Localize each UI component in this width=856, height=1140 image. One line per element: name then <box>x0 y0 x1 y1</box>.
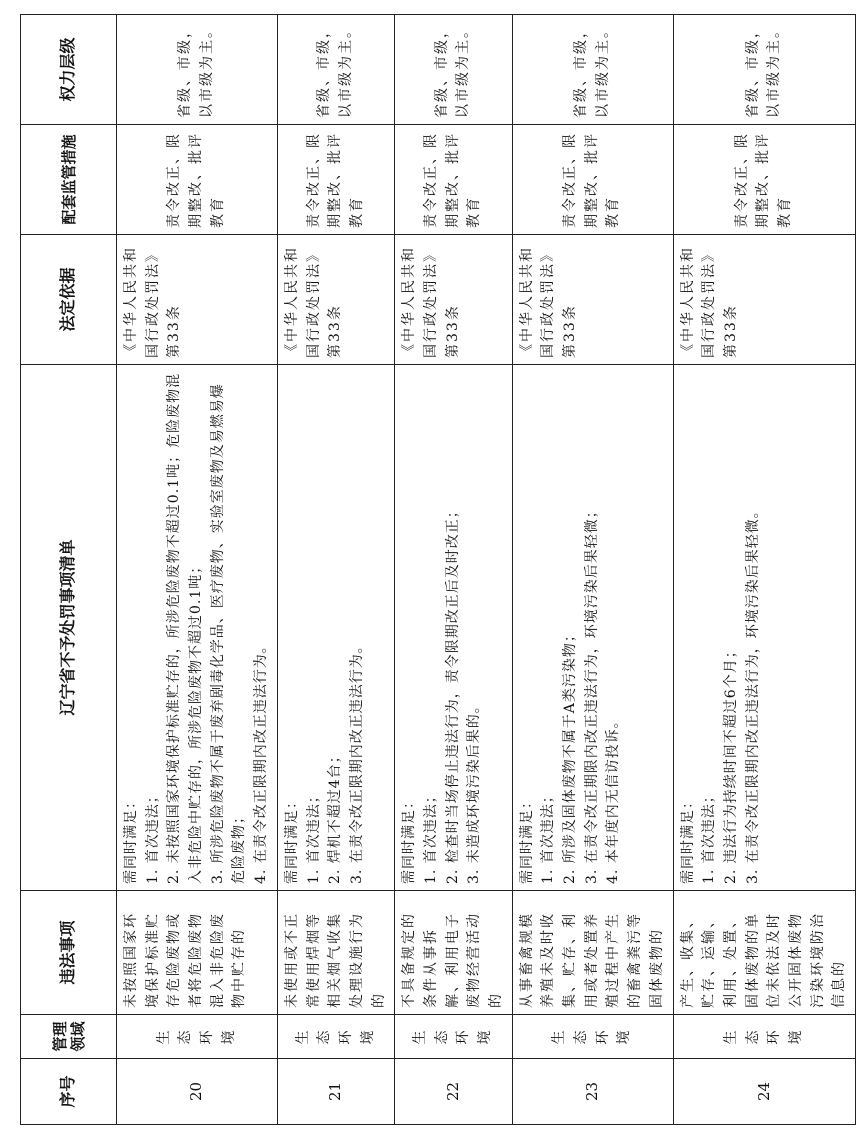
header-domain: 管理领域 <box>21 1015 117 1059</box>
condition-line: 需同时满足： <box>518 794 535 884</box>
row-violation: 未使用或不正常使用焊烟等相关烟气收集处理设施行为的 <box>277 891 394 1015</box>
table-row <box>673 15 856 1125</box>
condition-line: 1. 首次违法； <box>540 788 557 884</box>
row-level: 省级、市级，以市级为主。 <box>512 15 673 125</box>
penalty-exemption-table <box>20 14 856 1125</box>
row-seq: 22 <box>395 1059 512 1125</box>
condition-line: 2. 所涉及固体废物不属于A类污染物； <box>562 627 579 884</box>
condition-line: 需同时满足： <box>401 794 418 884</box>
row-seq: 24 <box>673 1059 856 1125</box>
row-conditions <box>512 365 673 891</box>
row-measures: 责令改正、限期整改、批评教育 <box>277 125 394 235</box>
row-violation: 不具备规定的条件从事拆解、利用电子废物经营活动的 <box>395 891 512 1015</box>
row-level: 省级、市级，以市级为主。 <box>117 15 278 125</box>
header-seq: 序号 <box>21 1059 117 1125</box>
header-measures: 配套监管措施 <box>21 125 117 235</box>
row-level: 省级、市级，以市级为主。 <box>395 15 512 125</box>
row-seq: 21 <box>277 1059 394 1125</box>
table-row <box>395 15 512 1125</box>
condition-line: 需同时满足： <box>679 794 696 884</box>
table-row <box>277 15 394 1125</box>
condition-line: 3. 在责令改正期限内改正违法行为，环境污染后果轻微； <box>583 503 600 884</box>
row-domain: 生态环境 <box>117 1015 278 1059</box>
row-measures: 责令改正、限期整改、批评教育 <box>117 125 278 235</box>
table-header-row <box>21 15 117 1125</box>
header-violation: 违法事项 <box>21 891 117 1015</box>
row-level: 省级、市级，以市级为主。 <box>673 15 856 125</box>
row-level: 省级、市级，以市级为主。 <box>277 15 394 125</box>
row-domain: 生态环境 <box>395 1015 512 1059</box>
condition-line: 4. 本年度内无信访投诉。 <box>605 713 622 884</box>
condition-line: 需同时满足： <box>123 794 139 884</box>
row-legal-basis: 《中华人民共和国行政处罚法》第33条 <box>395 235 512 365</box>
row-violation: 从事畜禽规模养殖未及时收集、贮存、利用或者处置养殖过程中产生的畜禽粪污等固体废物的 <box>512 891 673 1015</box>
condition-line: 需同时满足： <box>283 794 300 884</box>
row-domain: 生态环境 <box>673 1015 856 1059</box>
row-measures: 责令改正、限期整改、批评教育 <box>673 125 856 235</box>
header-level: 权力层级 <box>21 15 117 125</box>
condition-line: 3. 未造成环境污染后果的。 <box>466 698 483 884</box>
row-measures: 责令改正、限期整改、批评教育 <box>395 125 512 235</box>
row-conditions <box>673 365 856 891</box>
row-violation: 未按照国家环境保护标准贮存危险废物或者将危险废物混入非危险废物中贮存的 <box>117 891 278 1015</box>
condition-line: 3. 在责令改正限期内改正违法行为，环境污染后果轻微。 <box>744 503 761 884</box>
condition-line: 3. 所涉危险废物不属于废弃剧毒化学品、医疗废物、实验室废物及易燃易爆危险废物； <box>209 383 248 884</box>
header-legal-basis: 法定依据 <box>21 235 117 365</box>
condition-line: 2. 检查时当场停止违法行为，责令限期改正后及时改正； <box>444 503 461 884</box>
row-legal-basis: 《中华人民共和国行政处罚法》第33条 <box>277 235 394 365</box>
row-seq: 23 <box>512 1059 673 1125</box>
condition-line: 2. 焊机不超过4台； <box>327 748 344 884</box>
row-domain: 生态环境 <box>277 1015 394 1059</box>
condition-line: 2. 未按照国家环境保护标准贮存的，所涉危险废物不超过0.1吨；危险废物混入非危险中贮存的，所涉危险废物不超过0.1吨； <box>166 372 205 884</box>
condition-line: 2. 违法行为持续时间不超过6个月； <box>722 643 739 884</box>
row-domain: 生态环境 <box>512 1015 673 1059</box>
condition-line: 4. 在责令改正限期内改正违法行为。 <box>253 638 270 884</box>
row-conditions <box>395 365 512 891</box>
row-seq: 20 <box>117 1059 278 1125</box>
table-row <box>512 15 673 1125</box>
row-conditions <box>117 365 278 891</box>
condition-line: 1. 首次违法； <box>305 788 322 884</box>
rotated-table-container <box>20 15 848 1125</box>
condition-line: 1. 首次违法； <box>422 788 439 884</box>
row-legal-basis: 《中华人民共和国行政处罚法》第33条 <box>117 235 278 365</box>
condition-line: 1. 首次违法； <box>701 788 718 884</box>
row-legal-basis: 《中华人民共和国行政处罚法》第33条 <box>512 235 673 365</box>
condition-line: 3. 在责令改正限期内改正违法行为。 <box>348 638 365 884</box>
table-row <box>117 15 278 1125</box>
condition-line: 1. 首次违法； <box>144 788 161 884</box>
row-conditions <box>277 365 394 891</box>
row-measures: 责令改正、限期整改、批评教育 <box>512 125 673 235</box>
row-violation: 产生、收集、贮存、运输、利用、处置、固体废物的单位未依法及时公开固体废物污染环境防治信息的 <box>673 891 856 1015</box>
header-conditions: 辽宁省不予处罚事项清单 <box>21 365 117 891</box>
row-legal-basis: 《中华人民共和国行政处罚法》第33条 <box>673 235 856 365</box>
